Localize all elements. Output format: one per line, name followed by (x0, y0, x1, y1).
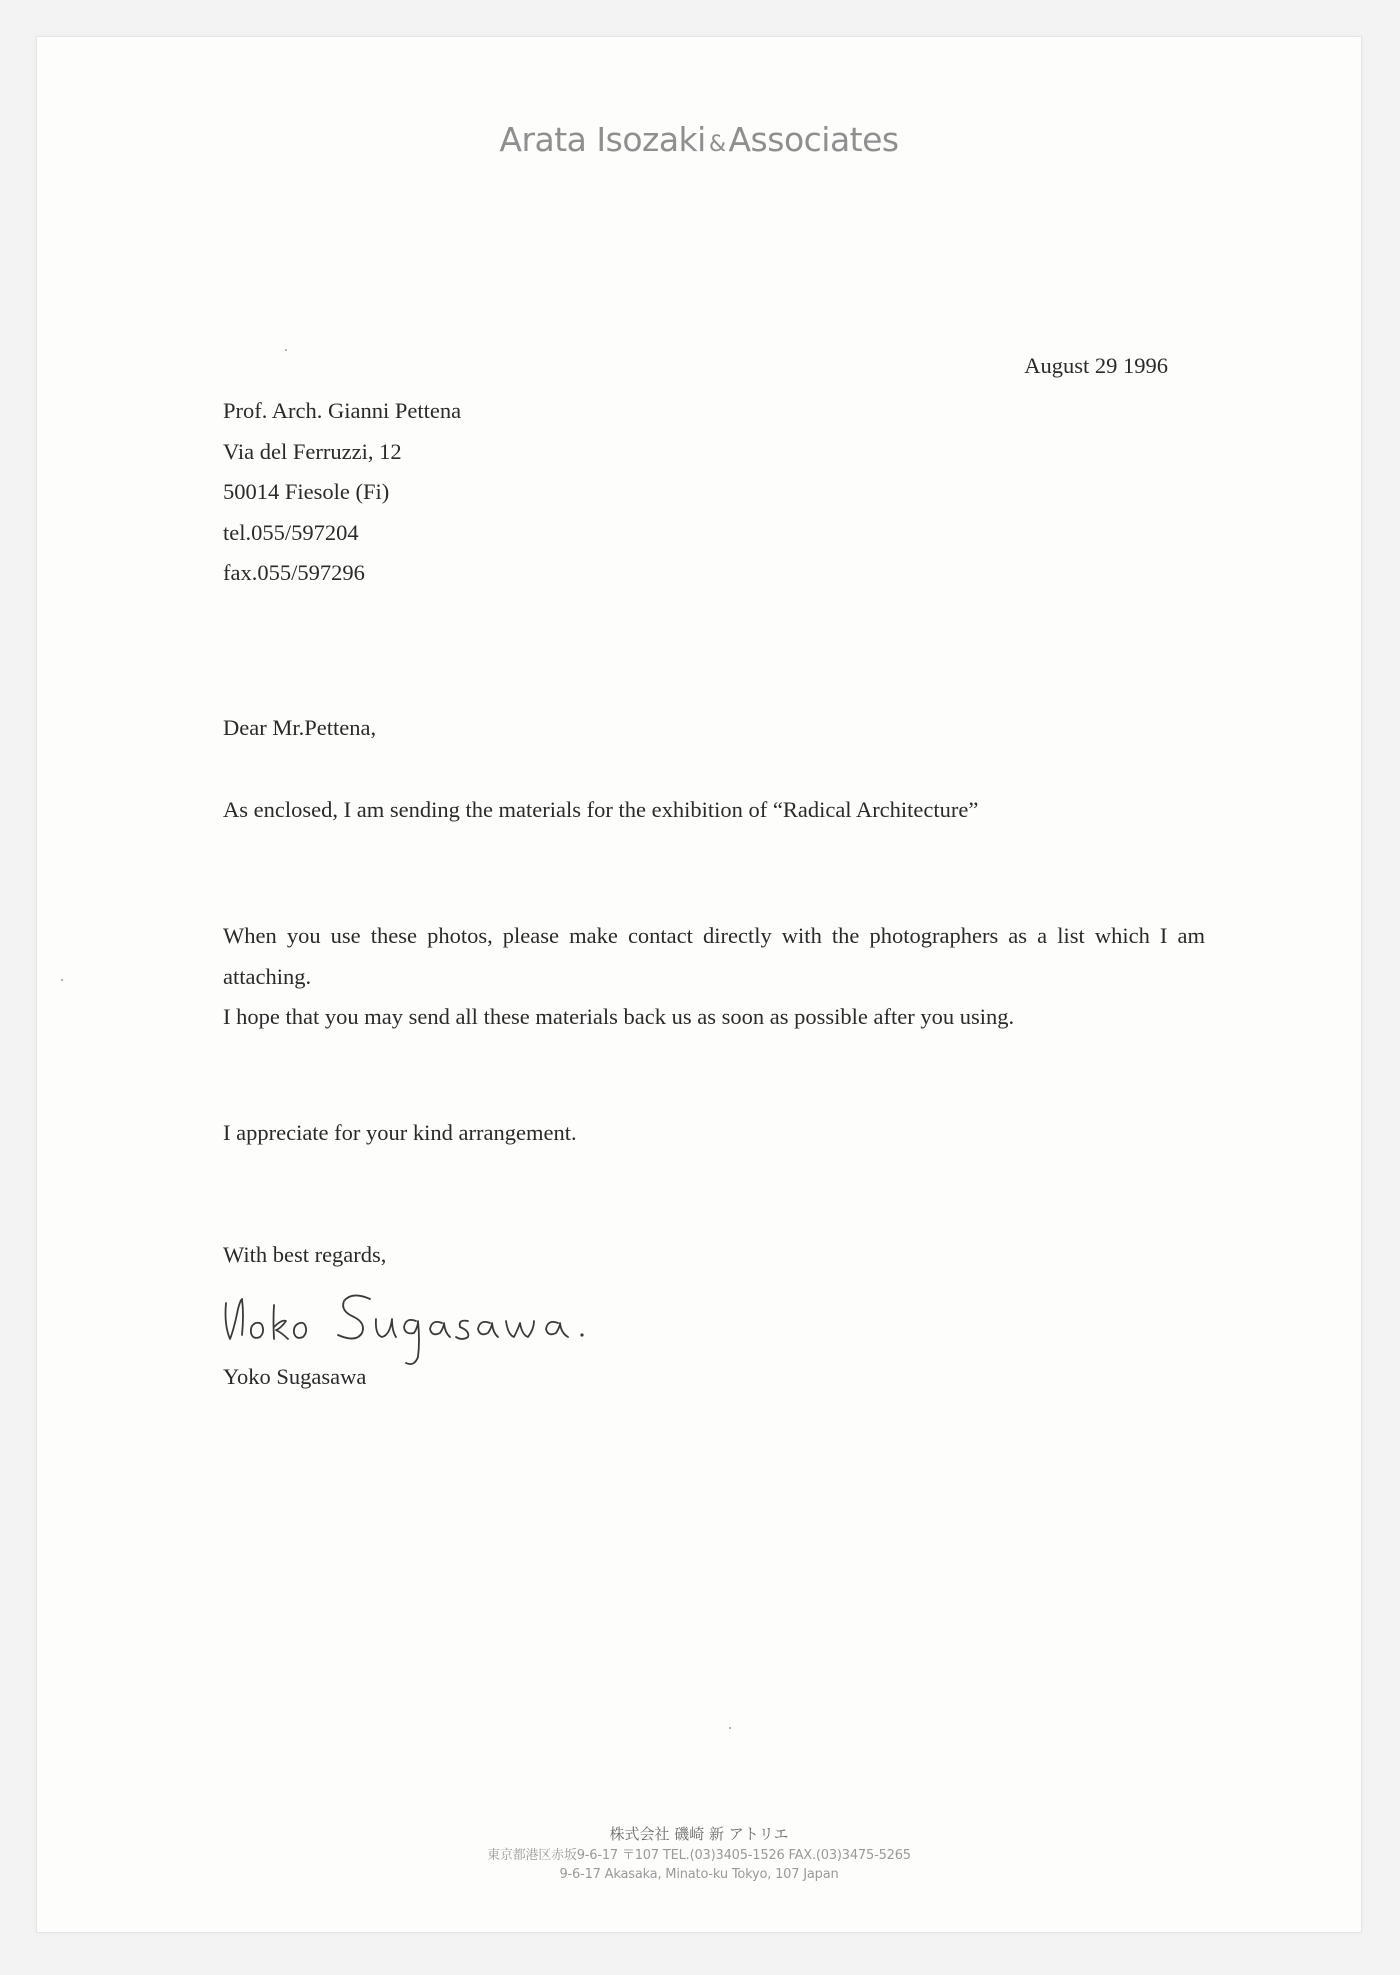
letter-date: August 29 1996 (1024, 353, 1168, 378)
recipient-name: Prof. Arch. Gianni Pettena (223, 398, 462, 423)
letterhead-associates: Associates (728, 120, 899, 159)
closing: With best regards, (223, 1242, 387, 1267)
paper-speck (729, 1727, 731, 1729)
recipient-address (223, 391, 461, 594)
paragraph-materials: As enclosed, I am sending the materials for the exhibition of “Radical Architecture” (223, 797, 979, 822)
letterhead-footer (37, 1822, 1361, 1884)
paper-speck (61, 979, 63, 981)
paragraph-photos-return: I hope that you may send all these materials back us as soon as possible after you using. (223, 1004, 1015, 1029)
salutation: Dear Mr.Pettena, (223, 715, 377, 740)
letterhead-ampersand: & (708, 132, 726, 157)
paragraph-photos (223, 916, 1205, 1038)
recipient-fax: fax.055/597296 (223, 560, 365, 585)
handwritten-signature (220, 1277, 620, 1367)
paper-speck (285, 349, 287, 351)
footer-company-name: 株式会社 磯崎 新 アトリエ (609, 1825, 789, 1843)
signer-name: Yoko Sugasawa (223, 1364, 367, 1389)
recipient-street: Via del Ferruzzi, 12 (223, 438, 402, 464)
footer-address-jp: 東京都港区赤坂9-6-17 〒107 TEL.(03)3405-1526 FAX.(03)3475-5265 (487, 1848, 911, 1863)
recipient-tel: tel.055/597204 (223, 519, 359, 545)
letterhead-name: Arata Isozaki (499, 120, 706, 159)
footer-address-en: 9-6-17 Akasaka, Minato-ku Tokyo, 107 Japan (559, 1867, 839, 1882)
paragraph-thanks: I appreciate for your kind arrangement. (223, 1120, 577, 1145)
letterhead-logo (37, 120, 1361, 159)
recipient-city: 50014 Fiesole (Fi) (223, 479, 390, 504)
letter-page (37, 37, 1361, 1932)
paragraph-photos-contact: When you use these photos, please make contact directly with the photographers as a list which I am attaching. (223, 923, 1205, 989)
